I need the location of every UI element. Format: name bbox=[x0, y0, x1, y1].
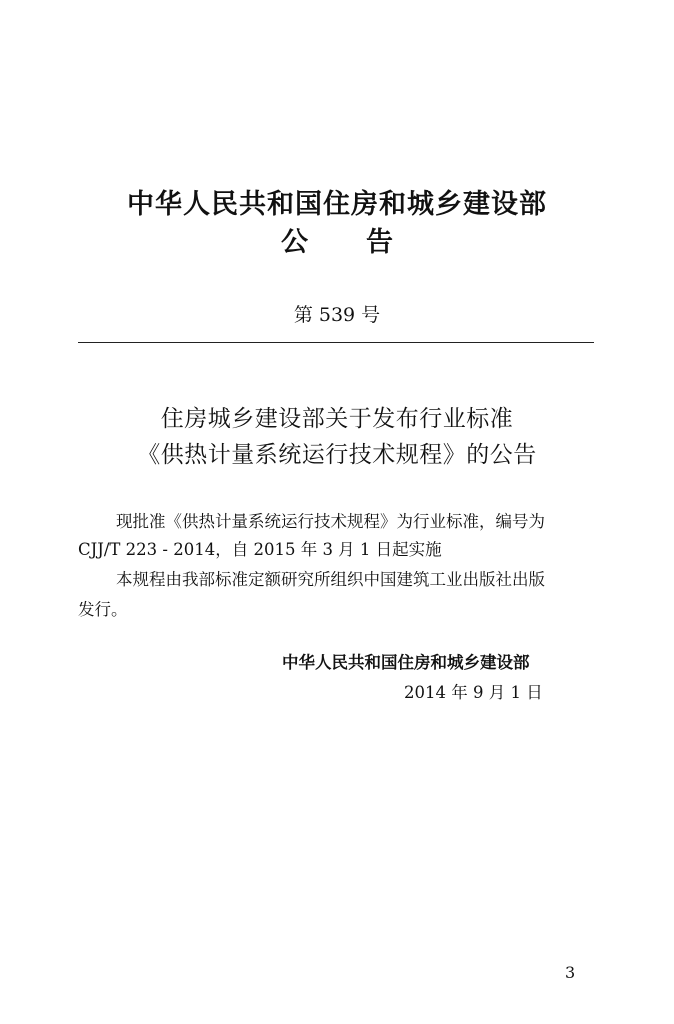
notice-number: 第 539 号 bbox=[293, 304, 381, 326]
body-paragraph-2-line-1: 本规程由我部标准定额研究所组织中国建筑工业出版社出版 bbox=[116, 570, 545, 589]
body-paragraph-1-line-1: 现批准《供热计量系统运行技术规程》为行业标准，编号为 bbox=[116, 512, 545, 531]
issuer-title: 中华人民共和国住房和城乡建设部 bbox=[127, 189, 547, 220]
subject-line-2: 《供热计量系统运行技术规程》的公告 bbox=[137, 442, 537, 468]
signature-date: 2014 年 9 月 1 日 bbox=[404, 683, 543, 702]
header-divider bbox=[78, 342, 594, 343]
page-number: 3 bbox=[565, 963, 576, 982]
body-paragraph-2-line-2: 发行。 bbox=[78, 600, 128, 619]
subject-line-1: 住房城乡建设部关于发布行业标准 bbox=[160, 406, 514, 432]
body-paragraph-1-line-2: CJJ/T 223 - 2014，自 2015 年 3 月 1 日起实施 bbox=[78, 540, 442, 559]
signature-organization: 中华人民共和国住房和城乡建设部 bbox=[282, 653, 530, 672]
notice-heading: 公告 bbox=[281, 227, 451, 258]
